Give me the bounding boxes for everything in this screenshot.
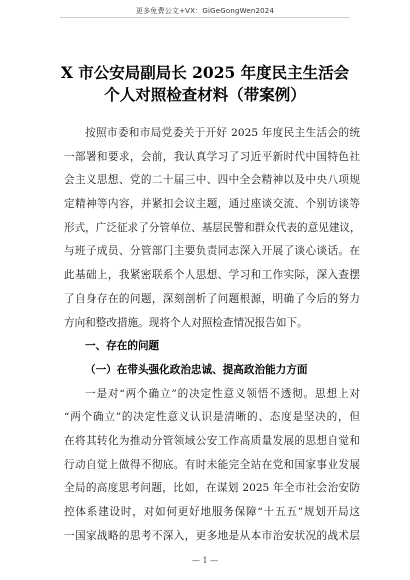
body-line: 与班子成员、分管部门主要负责同志深入开展了谈心谈话。在 (64, 245, 360, 258)
body-line: 会主义思想、党的二十届三中、四中全会精神以及中央八项规 (64, 174, 360, 187)
body-line: 方向和整改措施。现将个人对照检查情况报告如下。 (64, 316, 308, 329)
body-line: 此基础上，我紧密联系个人思想、学习和工作实际，深入查摆 (64, 269, 360, 282)
body-line: 一是对“两个确立”的决定性意义领悟不透彻。思想上对 (85, 387, 360, 400)
body-line: 定精神等内容，并紧扣会议主题，通过座谈交流、个别访谈等 (64, 198, 360, 211)
body-line: 一部署和要求，会前，我认真学习了习近平新时代中国特色社 (64, 150, 360, 163)
body-line: 一国家战略的思考不深入，更多地是从本市治安状况的战术层 (64, 529, 360, 542)
document-body (64, 122, 360, 548)
section-heading: 一、存在的问题 (85, 340, 160, 353)
header-note: 更多免费公文+VX：GiGeGongWen2024 (135, 7, 275, 15)
body-line: 全局的高度思考问题，比如，在谋划 2025 年全市社会治安防 (64, 482, 360, 495)
body-line: 形式，广泛征求了分管单位、基层民警和群众代表的意见建议， (64, 221, 361, 234)
body-line: “两个确立”的决定性意义认识是清晰的、态度是坚决的，但 (64, 411, 360, 424)
body-line: 了自身存在的问题，深刻剖析了问题根源，明确了今后的努力 (64, 292, 360, 305)
body-line: 按照市委和市局党委关于开好 2025 年度民主生活会的统 (85, 127, 360, 139)
subsection-heading: （一）在带头强化政治忠诚、提高政治能力方面 (85, 363, 308, 376)
title-line-1: X 市公安局副局长 2025 年度民主生活会 (60, 63, 350, 82)
body-line: 行动自觉上做得不彻底。有时未能完全站在党和国家事业发展 (64, 458, 360, 471)
body-line: 在将其转化为推动分管领域公安工作高质量发展的思想自觉和 (64, 434, 360, 447)
body-line: 控体系建设时，对如何更好地服务保障“十五五”规划开局这 (64, 506, 360, 518)
title-line-2: 个人对照检查材料（带案例） (104, 85, 306, 104)
header-divider (60, 17, 350, 18)
document-title (40, 62, 370, 106)
page-number: — 1 — (191, 556, 219, 565)
